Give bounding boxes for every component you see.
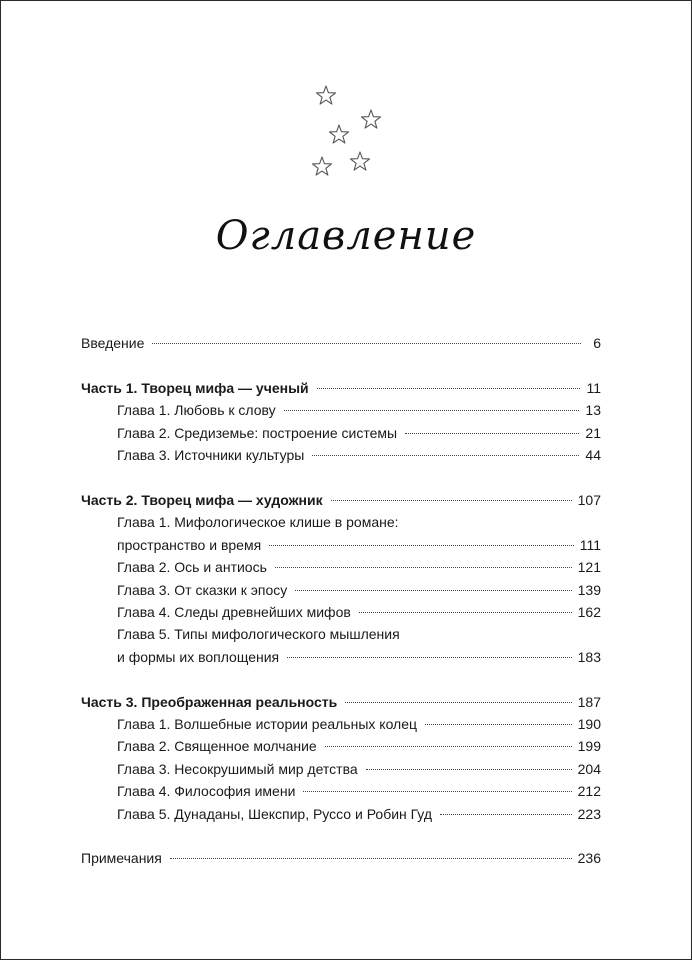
stars-ornament — [301, 81, 391, 181]
page-title: Оглавление — [215, 213, 477, 259]
toc-entry-part-1[interactable]: Часть 1. Творец мифа — ученый 11 — [81, 379, 601, 396]
toc-entry-notes[interactable]: Примечания 236 — [81, 850, 601, 867]
toc-entry-chapter[interactable]: Глава 3. Источники культуры 44 — [117, 447, 601, 464]
toc-entry-chapter[interactable]: Глава 3. От сказки к эпосу 139 — [117, 581, 601, 598]
dot-leader — [325, 746, 572, 747]
toc-entry-part-2[interactable]: Часть 2. Творец мифа — художник 107 — [81, 491, 601, 508]
dot-leader — [317, 388, 581, 389]
dot-leader — [284, 410, 580, 411]
toc-entry-chapter-line1[interactable]: Глава 1. Мифологическое клише в романе: — [117, 514, 399, 531]
dot-leader — [440, 814, 572, 815]
dot-leader — [287, 657, 572, 658]
toc-entry-chapter[interactable]: Глава 1. Любовь к слову 13 — [117, 402, 601, 419]
dot-leader — [345, 702, 571, 703]
toc-entry-chapter[interactable]: Глава 2. Ось и антиось 121 — [117, 559, 601, 576]
dot-leader — [275, 567, 572, 568]
toc-entry-chapter[interactable]: Глава 4. Следы древнейших мифов 162 — [117, 603, 601, 620]
star-icon — [317, 86, 336, 104]
dot-leader — [303, 791, 571, 792]
toc-entry-chapter[interactable]: Глава 3. Несокрушимый мир детства 204 — [117, 760, 601, 777]
dot-leader — [425, 724, 572, 725]
dot-leader — [170, 858, 572, 859]
dot-leader — [359, 612, 572, 613]
dot-leader — [269, 545, 574, 546]
toc-entry-chapter[interactable]: пространство и время 111 — [117, 536, 601, 553]
toc-entry-chapter[interactable]: Глава 4. Философия имени 212 — [117, 783, 601, 800]
dot-leader — [312, 455, 579, 456]
dot-leader — [152, 343, 581, 344]
table-of-contents — [81, 332, 601, 870]
toc-entry-chapter[interactable]: и формы их воплощения 183 — [117, 648, 601, 665]
toc-entry-part-3[interactable]: Часть 3. Преображенная реальность 187 — [81, 693, 601, 710]
dot-leader — [366, 769, 572, 770]
toc-entry-chapter[interactable]: Глава 5. Дунаданы, Шекспир, Руссо и Робин Гуд 223 — [117, 805, 601, 822]
star-icon — [362, 110, 381, 128]
star-icon — [330, 125, 349, 143]
toc-entry-chapter[interactable]: Глава 2. Средиземье: построение системы 21 — [117, 424, 601, 441]
toc-entry-chapter[interactable]: Глава 2. Священное молчание 199 — [117, 738, 601, 755]
dot-leader — [331, 500, 572, 501]
toc-entry-chapter[interactable]: Глава 1. Волшебные истории реальных колец 190 — [117, 715, 601, 732]
dot-leader — [295, 590, 571, 591]
star-icon — [351, 152, 370, 170]
toc-entry-intro[interactable]: Введение 6 — [81, 335, 601, 351]
toc-entry-chapter-line1[interactable]: Глава 5. Типы мифологического мышления — [117, 626, 400, 643]
star-icon — [313, 157, 332, 175]
dot-leader — [405, 433, 579, 434]
